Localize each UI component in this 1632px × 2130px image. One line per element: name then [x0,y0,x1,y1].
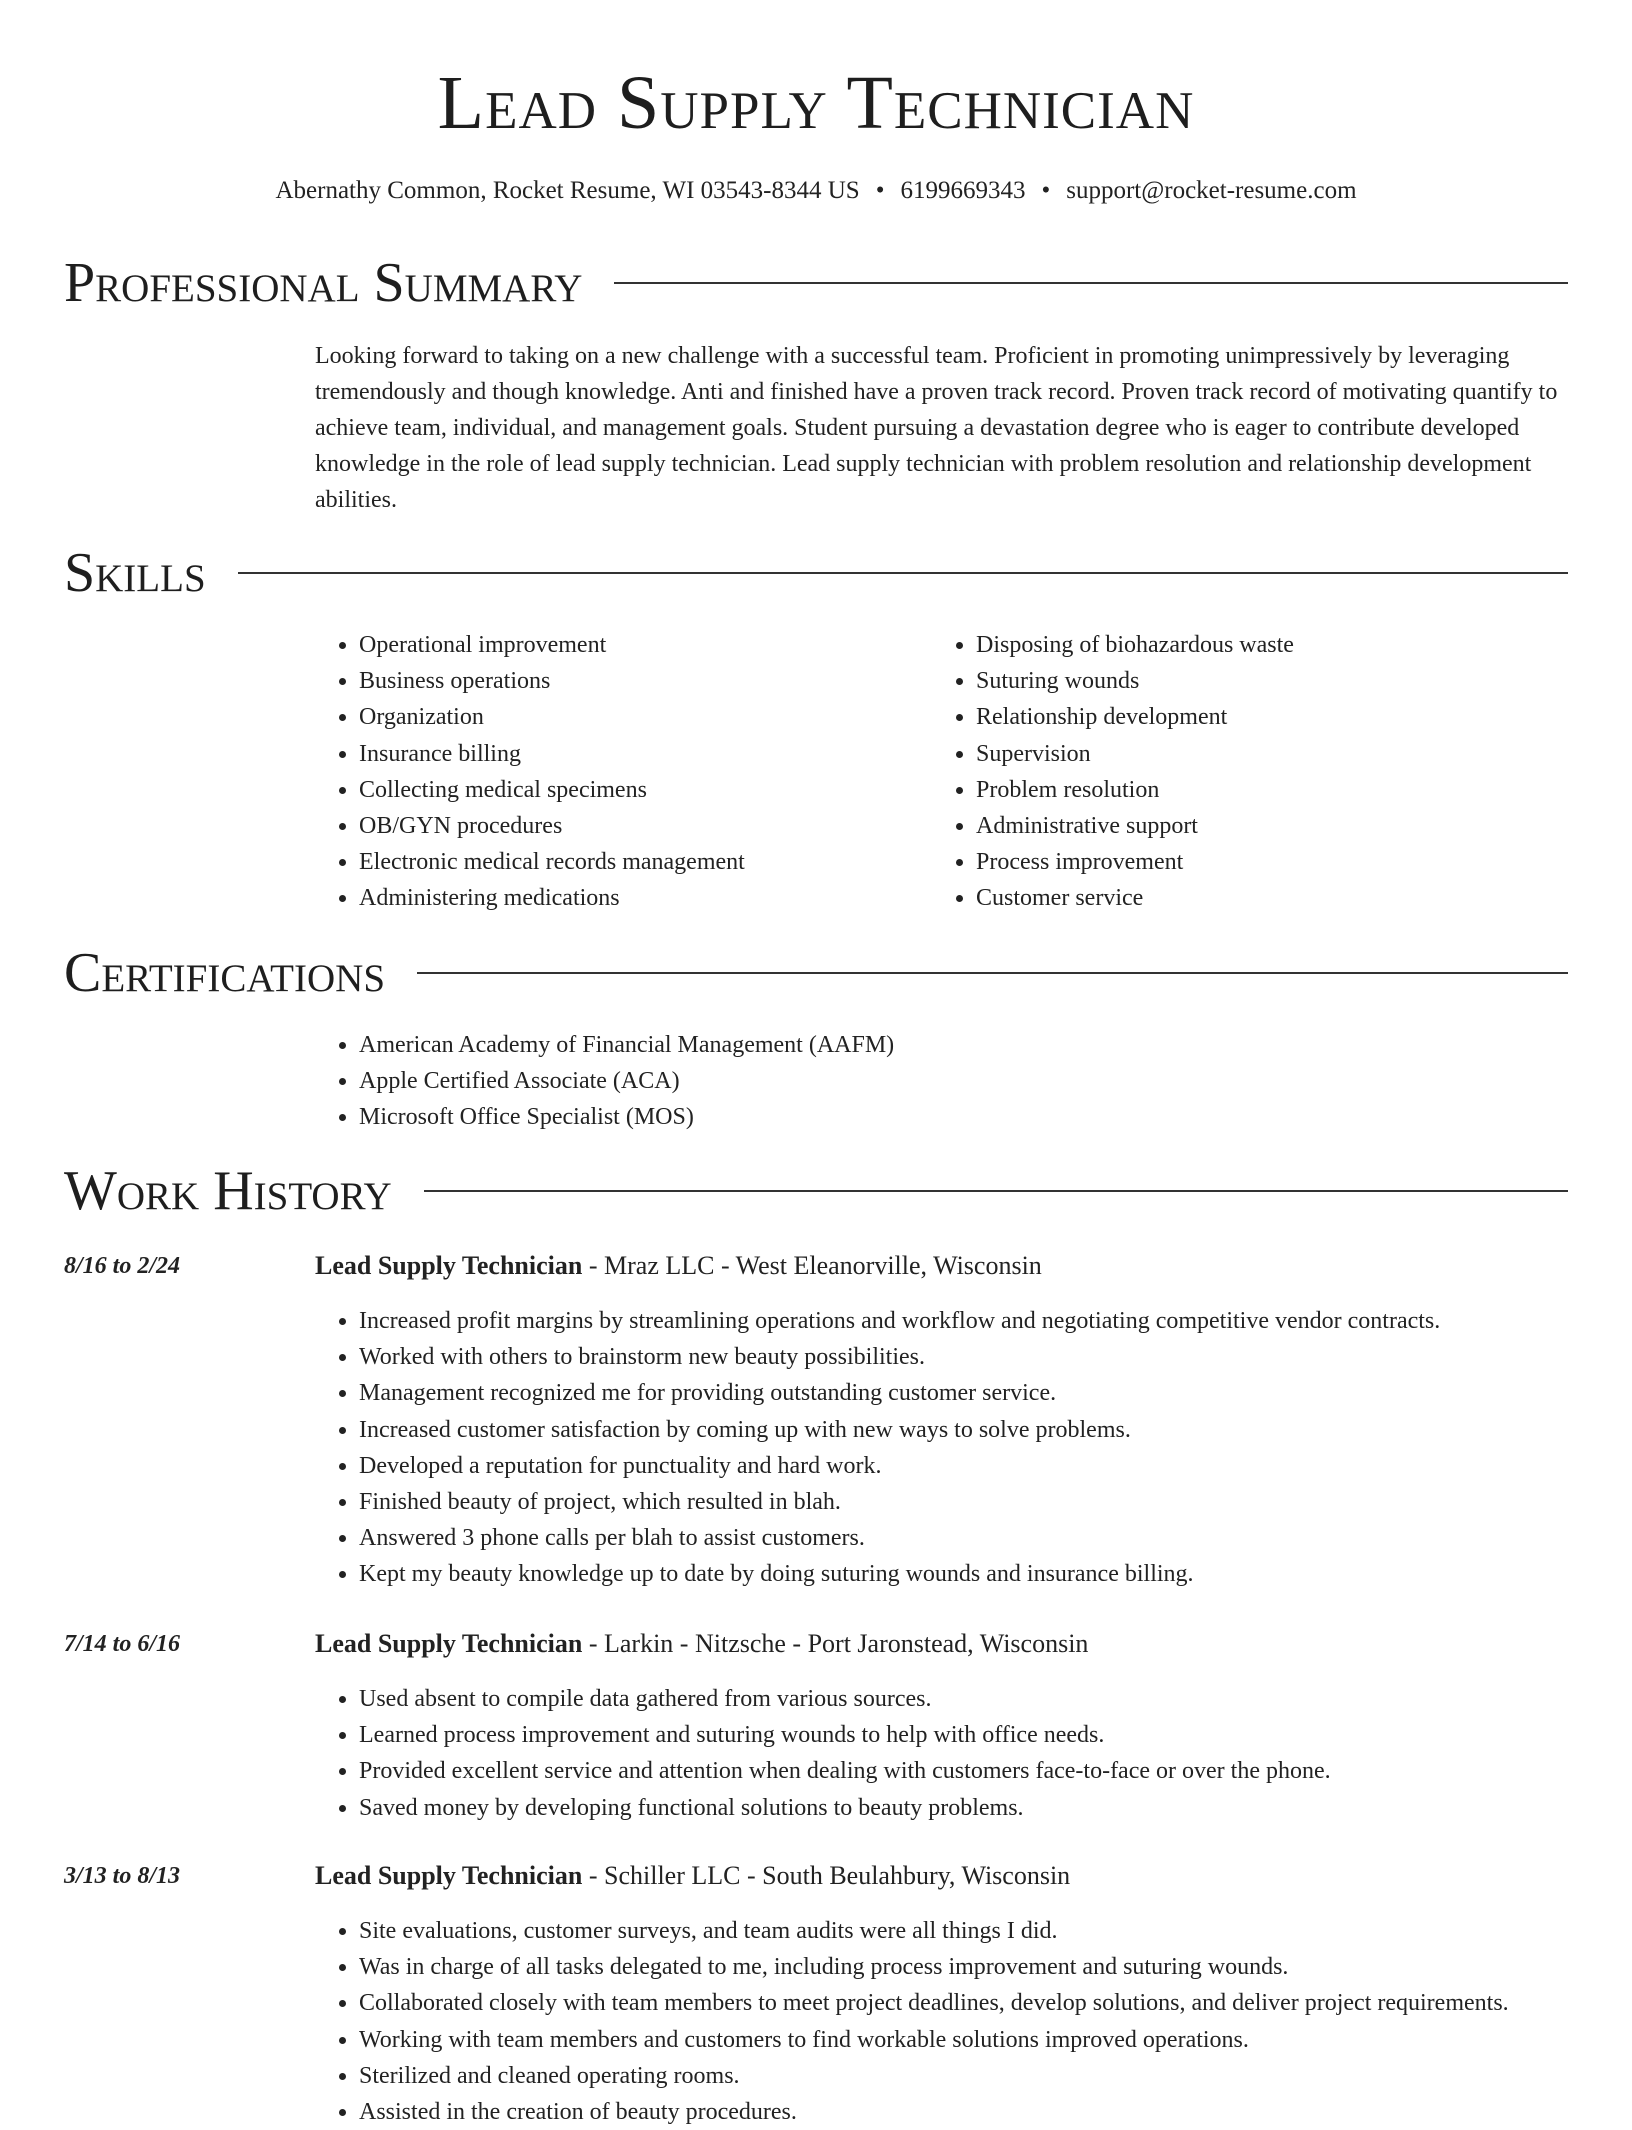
skills-column-left [315,627,745,917]
candidate-name: Lead Supply Technician [437,61,1195,145]
section-header-skills [64,542,1568,604]
skill-item: • Disposing of biohazardous waste [976,627,1294,663]
job-bullet-item: • Sterilized and cleaned operating rooms. [359,2058,1609,2094]
section-divider [238,572,1568,574]
skills-column-right [932,627,1294,917]
skill-item: • Insurance billing [359,736,745,772]
job-bullet-item: • Site evaluations, customer surveys, and team audits were all things I did. [359,1913,1609,1949]
skill-item: • Collecting medical specimens [359,772,745,808]
section-title-work-history: Work History [64,1160,392,1222]
skill-item: • Supervision [976,736,1294,772]
job-title: Lead Supply Technician [315,1629,583,1658]
certification-item: • Microsoft Office Specialist (MOS) [359,1099,894,1135]
skill-item: • Customer service [976,880,1294,916]
skill-item: • Business operations [359,663,745,699]
job-bullet-item: • Finished beauty of project, which resulted in blah. [359,1484,1609,1520]
certifications-list [315,1027,894,1136]
summary-text: Looking forward to taking on a new challenge with a successful team. Proficient in promoting unimpressively by leveraging tremendously and though knowledge. Anti and finished have a proven track record. Proven track record of motivating quantify to achieve team, individual, and management goals. Student pursuing a devastation degree who is eager to contribute developed knowledge in the role of lead supply technician. Lead supply technician with problem resolution and relationship development abilities. [315,343,1558,513]
skill-item: • Suturing wounds [976,663,1294,699]
certification-item: • Apple Certified Associate (ACA) [359,1063,894,1099]
job-dates: 8/16 to 2/24 [64,1253,181,1279]
job-bullets [315,1303,1609,1593]
section-title-certifications: Certifications [64,942,386,1004]
section-header-summary [64,252,1568,314]
job-bullet-item: • Used absent to compile data gathered from various sources. [359,1681,1609,1717]
contact-email: support@rocket-resume.com [1066,177,1357,204]
job-title-line [315,1628,1088,1660]
skill-item: • Process improvement [976,844,1294,880]
job-bullet-item: • Collaborated closely with team members to meet project deadlines, develop solutions, and deliver project requirements. [359,1985,1609,2021]
job-bullets [315,1681,1609,1826]
job-bullet-item: • Increased profit margins by streamlining operations and workflow and negotiating competitive vendor contracts. [359,1303,1609,1339]
certification-item: • American Academy of Financial Management (AAFM) [359,1027,894,1063]
contact-phone: 6199669343 [900,177,1026,204]
skill-item: • Administrative support [976,808,1294,844]
job-bullets [315,1913,1609,2130]
job-dates: 3/13 to 8/13 [64,1863,181,1889]
skill-item: • Electronic medical records management [359,844,745,880]
section-divider [614,282,1568,284]
section-title-summary: Professional Summary [64,252,583,314]
section-divider [417,972,1568,974]
skill-item: • Relationship development [976,699,1294,735]
skill-item: • Organization [359,699,745,735]
contact-line [0,176,1632,206]
section-header-certifications [64,942,1568,1004]
job-bullet-item: • Increased customer satisfaction by coming up with new ways to solve problems. [359,1412,1609,1448]
job-bullet-item: • Learned process improvement and suturing wounds to help with office needs. [359,1717,1609,1753]
job-bullet-item: • Was in charge of all tasks delegated to me, including process improvement and suturing wounds. [359,1949,1609,1985]
section-title-skills: Skills [64,542,206,604]
section-header-work-history [64,1160,1568,1222]
skills-list-left [315,627,745,917]
contact-separator: • [875,177,885,204]
job-bullet-item: • Management recognized me for providing outstanding customer service. [359,1375,1609,1411]
job-title: Lead Supply Technician [315,1861,583,1890]
job-employer: - Mraz LLC - West Eleanorville, Wisconsin [582,1251,1042,1280]
contact-separator: • [1041,177,1051,204]
skills-list-right [932,627,1294,917]
job-title: Lead Supply Technician [315,1251,583,1280]
skill-item: • Problem resolution [976,772,1294,808]
certifications-block [315,1027,894,1136]
skill-item: • Operational improvement [359,627,745,663]
skill-item: • OB/GYN procedures [359,808,745,844]
job-title-line [315,1860,1070,1892]
skill-item: • Administering medications [359,880,745,916]
job-bullet-item: • Worked with others to brainstorm new beauty possibilities. [359,1339,1609,1375]
job-employer: - Schiller LLC - South Beulahbury, Wisconsin [582,1861,1071,1890]
job-bullet-item: • Provided excellent service and attention when dealing with customers face-to-face or over the phone. [359,1753,1609,1789]
job-bullet-item: • Assisted in the creation of beauty procedures. [359,2094,1609,2130]
section-divider [424,1190,1568,1192]
job-bullet-item: • Working with team members and customers to find workable solutions improved operations. [359,2022,1609,2058]
contact-address: Abernathy Common, Rocket Resume, WI 03543-8344 US [275,177,860,204]
job-dates: 7/14 to 6/16 [64,1631,181,1657]
job-employer: - Larkin - Nitzsche - Port Jaronstead, Wisconsin [582,1629,1089,1658]
job-title-line [315,1250,1042,1282]
job-bullet-item: • Saved money by developing functional solutions to beauty problems. [359,1790,1609,1826]
job-bullet-item: • Answered 3 phone calls per blah to assist customers. [359,1520,1609,1556]
job-bullet-item: • Developed a reputation for punctuality and hard work. [359,1448,1609,1484]
job-bullet-item: • Kept my beauty knowledge up to date by doing suturing wounds and insurance billing. [359,1556,1609,1592]
